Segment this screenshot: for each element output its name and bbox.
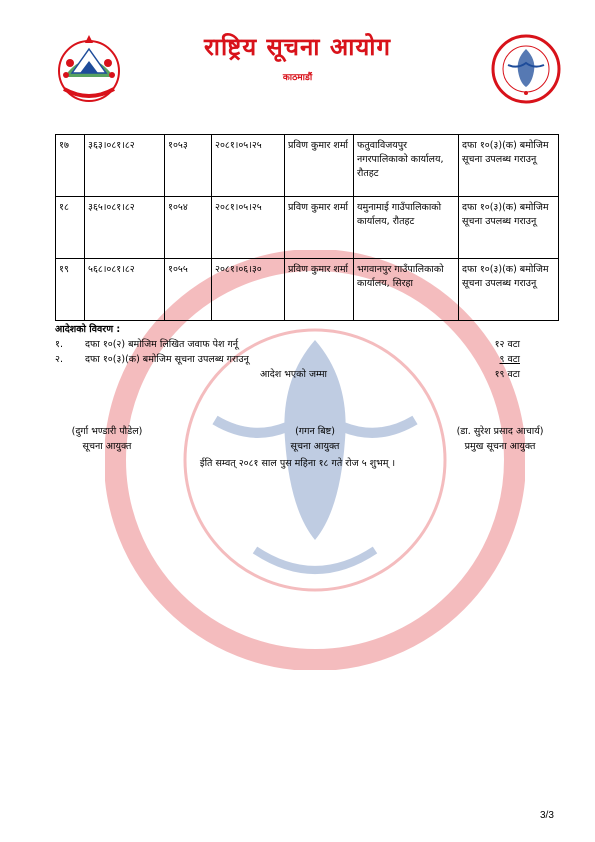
summary-total-value: १९ वटा <box>494 369 520 380</box>
cell-registration: ३६३।०८१।८२ <box>85 135 165 197</box>
date-line: ईति सम्वत् २०८१ साल पुस महिना १८ गते रोज ५ शुभम् । <box>199 458 396 469</box>
cell-registration: ५६८।०८१।८२ <box>85 259 165 321</box>
cell-order: दफा १०(३)(क) बमोजिम सूचना उपलब्ध गराउनू <box>459 197 559 259</box>
cell-date: २०८१।०५।२५ <box>212 135 285 197</box>
cell-order: दफा १०(३)(क) बमोजिम सूचना उपलब्ध गराउनू <box>459 135 559 197</box>
summary-item <box>55 352 560 367</box>
page-subtitle: काठमाडौं <box>282 73 313 83</box>
signatory-name: (दुर्गा भण्डारी पौडेल) <box>71 426 143 437</box>
summary-title: आदेशको विवरण : <box>55 324 121 335</box>
cell-number: १०५५ <box>165 259 212 321</box>
cell-registration: ३६५।०८१।८२ <box>85 197 165 259</box>
cell-serial: १७ <box>56 135 85 197</box>
commission-seal-icon <box>490 33 562 105</box>
signatory-title: सूचना आयुक्त <box>290 441 340 453</box>
page-number: 3/3 <box>540 810 554 821</box>
cell-applicant: प्रविण कुमार शर्मा <box>285 197 354 259</box>
cell-office: यमुनामाई गाउँपालिकाको कार्यालय, रौतहट <box>354 197 459 259</box>
cell-applicant: प्रविण कुमार शर्मा <box>285 259 354 321</box>
cell-office: फतुवाविजयपुर नगरपालिकाको कार्यालय, रौतहट <box>354 135 459 197</box>
signature-block <box>435 424 565 454</box>
cell-number: १०५४ <box>165 197 212 259</box>
signature-block <box>260 424 370 454</box>
cell-number: १०५३ <box>165 135 212 197</box>
summary-item-text: दफा १०(२) बमोजिम लिखित जवाफ पेश गर्नू <box>85 339 239 350</box>
signatory-name: (डा. सुरेश प्रसाद आचार्य) <box>456 426 544 437</box>
table-row <box>56 135 559 197</box>
signature-block <box>52 424 162 454</box>
cell-serial: १९ <box>56 259 85 321</box>
table-row <box>56 259 559 321</box>
summary-item-number: २. <box>55 354 63 365</box>
summary-item-value: ९ वटा <box>499 354 520 365</box>
summary-item-value: १२ वटा <box>494 339 520 350</box>
cell-date: २०८१।०५।२५ <box>212 197 285 259</box>
cell-date: २०८१।०६।३० <box>212 259 285 321</box>
summary-total-label: आदेश भएको जम्मा <box>260 369 327 380</box>
records-table <box>55 134 559 321</box>
page-title: राष्ट्रिय सूचना आयोग <box>203 33 392 61</box>
cell-applicant: प्रविण कुमार शर्मा <box>285 135 354 197</box>
signatory-title: प्रमुख सूचना आयुक्त <box>464 441 536 453</box>
summary-item-number: १. <box>55 339 63 350</box>
order-summary <box>55 322 560 382</box>
signatory-title: सूचना आयुक्त <box>82 441 132 453</box>
table-row <box>56 197 559 259</box>
cell-office: भगवानपुर गाउँपालिकाको कार्यालय, सिरहा <box>354 259 459 321</box>
cell-serial: १८ <box>56 197 85 259</box>
summary-total <box>55 367 560 382</box>
cell-order: दफा १०(३)(क) बमोजिम सूचना उपलब्ध गराउनू <box>459 259 559 321</box>
summary-item <box>55 337 560 352</box>
summary-item-text: दफा १०(३)(क) बमोजिम सूचना उपलब्ध गराउनू <box>85 354 249 365</box>
signatory-name: (गगन बिष्ट) <box>295 426 335 437</box>
